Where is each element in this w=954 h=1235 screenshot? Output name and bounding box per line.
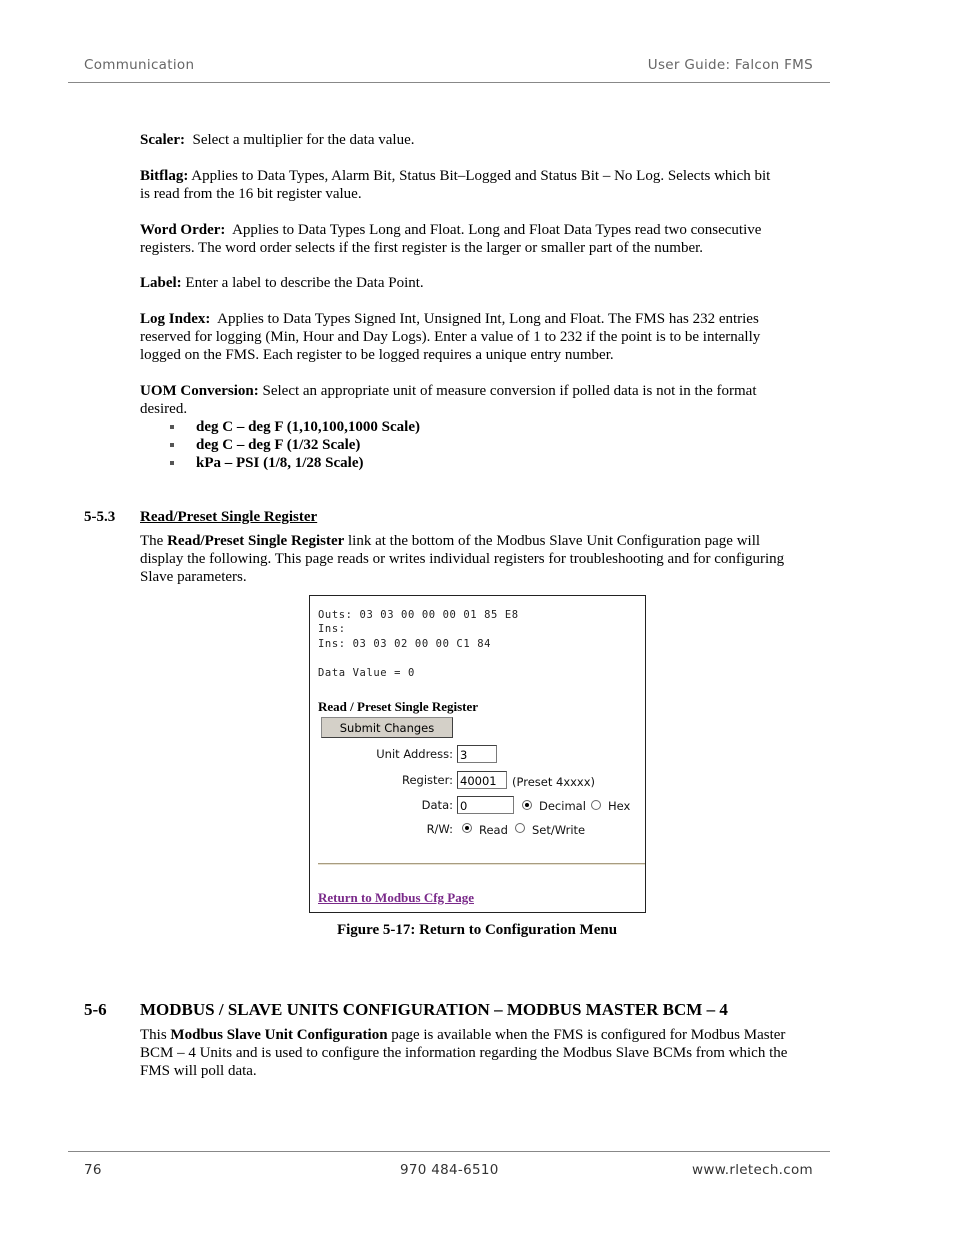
set-write-radio[interactable] [515,823,525,833]
uom-line1: Select an appropriate unit of measure conversion if polled data is not in the format [262,383,757,399]
footer-rule [68,1151,830,1152]
data-input[interactable]: 0 [457,796,514,814]
decimal-radio[interactable] [522,800,532,810]
section-553-line3: Slave parameters. [140,569,247,585]
section-56-line3: FMS will poll data. [140,1063,257,1079]
label-term: Label: [140,275,182,291]
figure-caption: Figure 5-17: Return to Configuration Menu [336,922,618,938]
scaler-text: Select a multiplier for the data value. [192,132,415,148]
uom-line2: desired. [140,401,188,417]
decimal-label: Decimal [539,799,586,813]
header-doc-title: User Guide: Falcon FMS [647,57,813,73]
footer-phone: 970 484-6510 [400,1162,499,1178]
form-title: Read / Preset Single Register [318,699,479,714]
set-write-label: Set/Write [532,823,586,837]
hex-label: Hex [608,799,631,813]
scaler-paragraph [140,131,815,149]
word-order-paragraph [140,221,815,257]
hex-radio[interactable] [591,800,601,810]
log-index-line3: logged on the FMS. Each register to be logged requires a unique entry number. [140,347,614,363]
label-text: Enter a label to describe the Data Point. [185,275,424,291]
log-index-paragraph [140,310,815,364]
section-56-paragraph: This Modbus Slave Unit Configuration page is available when the FMS is configured for Modbus Master BCM – 4 Units and is used to configure the information regarding the Modbus Slave BCMs from which the FMS will poll data. [140,1026,815,1080]
page-number: 76 [84,1162,102,1178]
submit-changes-button[interactable]: Submit Changes [321,717,453,738]
outs-line: Outs: 03 03 00 00 00 01 85 E8 [318,609,519,621]
unit-address-label: Unit Address: [376,747,453,761]
section-553-line2: display the following. This page reads or writes individual registers for troubleshooting and for configuring [140,551,785,567]
word-order-term: Word Order: [140,222,226,238]
bullet-square-icon [170,461,174,465]
header-section-title: Communication [84,57,195,73]
header-rule [68,82,830,83]
read-radio[interactable] [462,823,472,833]
bitflag-line1: Applies to Data Types, Alarm Bit, Status Bit–Logged and Status Bit – No Log. Selects which bit [191,168,771,184]
register-input[interactable]: 40001 [457,771,507,789]
section-56-bold: Modbus Slave Unit Configuration [170,1027,388,1043]
ins-line-1: Ins: [318,623,346,635]
list-item: kPa – PSI (1/8, 1/28 Scale) [168,454,420,472]
section-56-number: 5-6 [84,1000,107,1019]
uom-options-list [168,418,420,472]
scaler-term: Scaler: [140,132,185,148]
return-to-modbus-cfg-link[interactable]: Return to Modbus Cfg Page [318,890,474,905]
label-paragraph [140,274,815,292]
bullet-square-icon [170,425,174,429]
section-553-paragraph: The Read/Preset Single Register link at the bottom of the Modbus Slave Unit Configuration page will display the following. This page reads or writes individual registers for troubleshooting and for configuring Slave parameters. [140,532,815,586]
list-item: deg C – deg F (1/32 Scale) [168,436,420,454]
word-order-line2: registers. The word order selects if the first register is the larger or smaller part of the number. [140,240,704,256]
footer-website: www.rletech.com [692,1162,813,1178]
ins-line-2: Ins: 03 03 02 00 00 C1 84 [318,638,492,650]
bitflag-term: Bitflag: [140,168,189,184]
bitflag-line2: is read from the 16 bit register value. [140,186,362,202]
register-hint: (Preset 4xxxx) [512,775,596,789]
section-56-line2: BCM – 4 Units and is used to configure the information regarding the Modbus Slave BCMs from which the [140,1045,788,1061]
data-label: Data: [421,798,453,812]
list-item: deg C – deg F (1,10,100,1000 Scale) [168,418,420,436]
section-56-title: MODBUS / SLAVE UNITS CONFIGURATION – MODBUS MASTER BCM – 4 [140,1000,728,1019]
register-label: Register: [401,773,453,787]
log-index-term: Log Index: [140,311,211,327]
figure-screenshot [309,595,646,913]
section-553-number: 5-5.3 [84,509,116,525]
log-index-line1: Applies to Data Types Signed Int, Unsigned Int, Long and Float. The FMS has 232 entries [217,311,759,327]
bullet-square-icon [170,443,174,447]
rw-label: R/W: [426,822,453,836]
read-label: Read [479,823,508,837]
unit-address-input[interactable]: 3 [457,745,497,763]
section-553-bold: Read/Preset Single Register [167,533,345,549]
section-553-title: Read/Preset Single Register [140,509,318,525]
uom-paragraph [140,382,815,418]
figure-divider [318,863,645,865]
word-order-line1: Applies to Data Types Long and Float. Long and Float Data Types read two consecutive [232,222,762,238]
data-value-line: Data Value = 0 [318,667,415,679]
uom-term: UOM Conversion: [140,383,259,399]
bitflag-paragraph [140,167,815,203]
log-index-line2: reserved for logging (Min, Hour and Day Logs). Enter a value of 1 to 232 if the point is to be internally [140,329,761,345]
